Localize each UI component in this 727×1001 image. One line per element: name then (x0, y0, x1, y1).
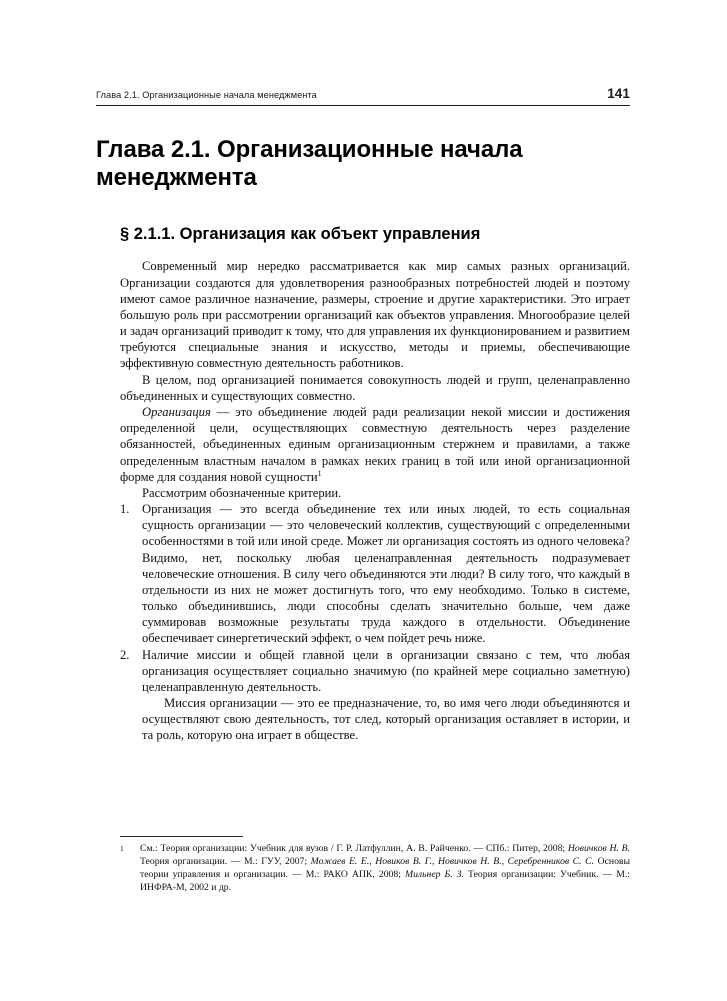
list-item (120, 647, 630, 744)
footnote-segment: Можаев Е. Е., Новиков В. Г., Новичков Н. В., Серебренников С. С. (310, 855, 598, 867)
footnote-number: 1 (120, 844, 124, 853)
numbered-list (120, 501, 630, 744)
paragraph-2: В целом, под организацией понимается совокупность людей и групп, целенаправленно объединенных и существующих совместно. (120, 372, 630, 403)
footnote-block (120, 836, 630, 895)
body-text (96, 258, 630, 743)
list-item-marker: 1. (120, 502, 130, 517)
footnote-row (120, 843, 630, 895)
paragraph-1: Современный мир нередко рассматривается как мир самых разных организаций. Организации создаются для удовлетворения разнообразных потребностей людей и поэтому имеют самое различное назначение, размеры, строение и другие характеристики. Это играет большую роль при рассмотрении организаций как объектов управления. Многообразие целей и задач организаций приводит к тому, что для управления их функционированием и развитием требуются специальные знания и искусство, методы и приемы, обеспечивающие эффективную совместную деятельность работников. (120, 259, 630, 371)
footnote-segment: См.: Теория организации: Учебник для вузов / Г. Р. Латфуллин, А. В. Райченко. — СПб.: Питер, 2008; (140, 843, 568, 854)
definition-text: — это объединение людей ради реализации некой миссии и достижения определенной цели, осуществляющих совместную деятельность через разделение обязанностей, объединенных единым организационным стержнем и правилами, а также определенным властным началом в рамках неких границ в той или иной организационной форме для создания новой сущности (120, 405, 630, 484)
footnote-segment: Мильнер Б. З. (405, 868, 469, 880)
footnote-segment: Новичков Н. В. (567, 843, 630, 854)
list-item (120, 501, 630, 647)
definition-term: Организация (142, 405, 211, 419)
footnote-segment: Теория организации: Учебник. — М.: ИНФРА-М, 2002 и др. (140, 868, 631, 893)
list-item-text: Организация — это всегда объединение тех или иных людей, то есть социальная сущность организации — это человеческий коллектив, существующий с определенными особенностями в той или иной среде. Может ли организация состоять из одного человека? Видимо, нет, поскольку любая целенаправленная деятельность подразумевает человеческие отношения. В силу чего объединяются эти люди? В силу того, что каждый в отдельности из них не может достигнуть того, что ему необходимо. Только в системе, только объединившись, люди способны сделать значительно больше, чем даже суммировав возможные результаты труда каждого в отдельности. Объединение обеспечивает синергетический эффект, о чем пойдет речь ниже. (142, 502, 630, 646)
footnote-text (140, 843, 630, 895)
list-item-marker: 2. (120, 647, 130, 662)
footnote-segment: Основы теории управления и организации. — М.: РАКО АПК, 2008; (140, 855, 631, 880)
transition-paragraph: Рассмотрим обозначенные критерии. (142, 485, 342, 500)
list-item-text: Наличие миссии и общей главной цели в организации связано с тем, что любая организация осуществляет социально значимую (по крайней мере социально заметную) целенаправленную деятельность. (142, 647, 630, 694)
page-number: 141 (607, 86, 630, 101)
definition-paragraph (120, 404, 630, 485)
section-title: § 2.1.1. Организация как объект управления (120, 224, 481, 243)
chapter-title: Глава 2.1. Организационные начала менеджмента (96, 136, 523, 191)
page-content (96, 86, 630, 744)
running-head-title: Глава 2.1. Организационные начала менеджмента (96, 90, 317, 100)
footnote-marker: 1 (317, 468, 322, 478)
list-item-continuation: Миссия организации — это ее предназначение, то, во имя чего люди объединяются и осуществляют свою деятельность, тот след, который организация оставляет в истории, и та роль, которую она играет в обществе. (142, 696, 630, 743)
footnote-segment: Теория организации. — М.: ГУУ, 2007; (140, 855, 311, 867)
running-head (96, 86, 630, 106)
footnote-rule (120, 836, 243, 837)
